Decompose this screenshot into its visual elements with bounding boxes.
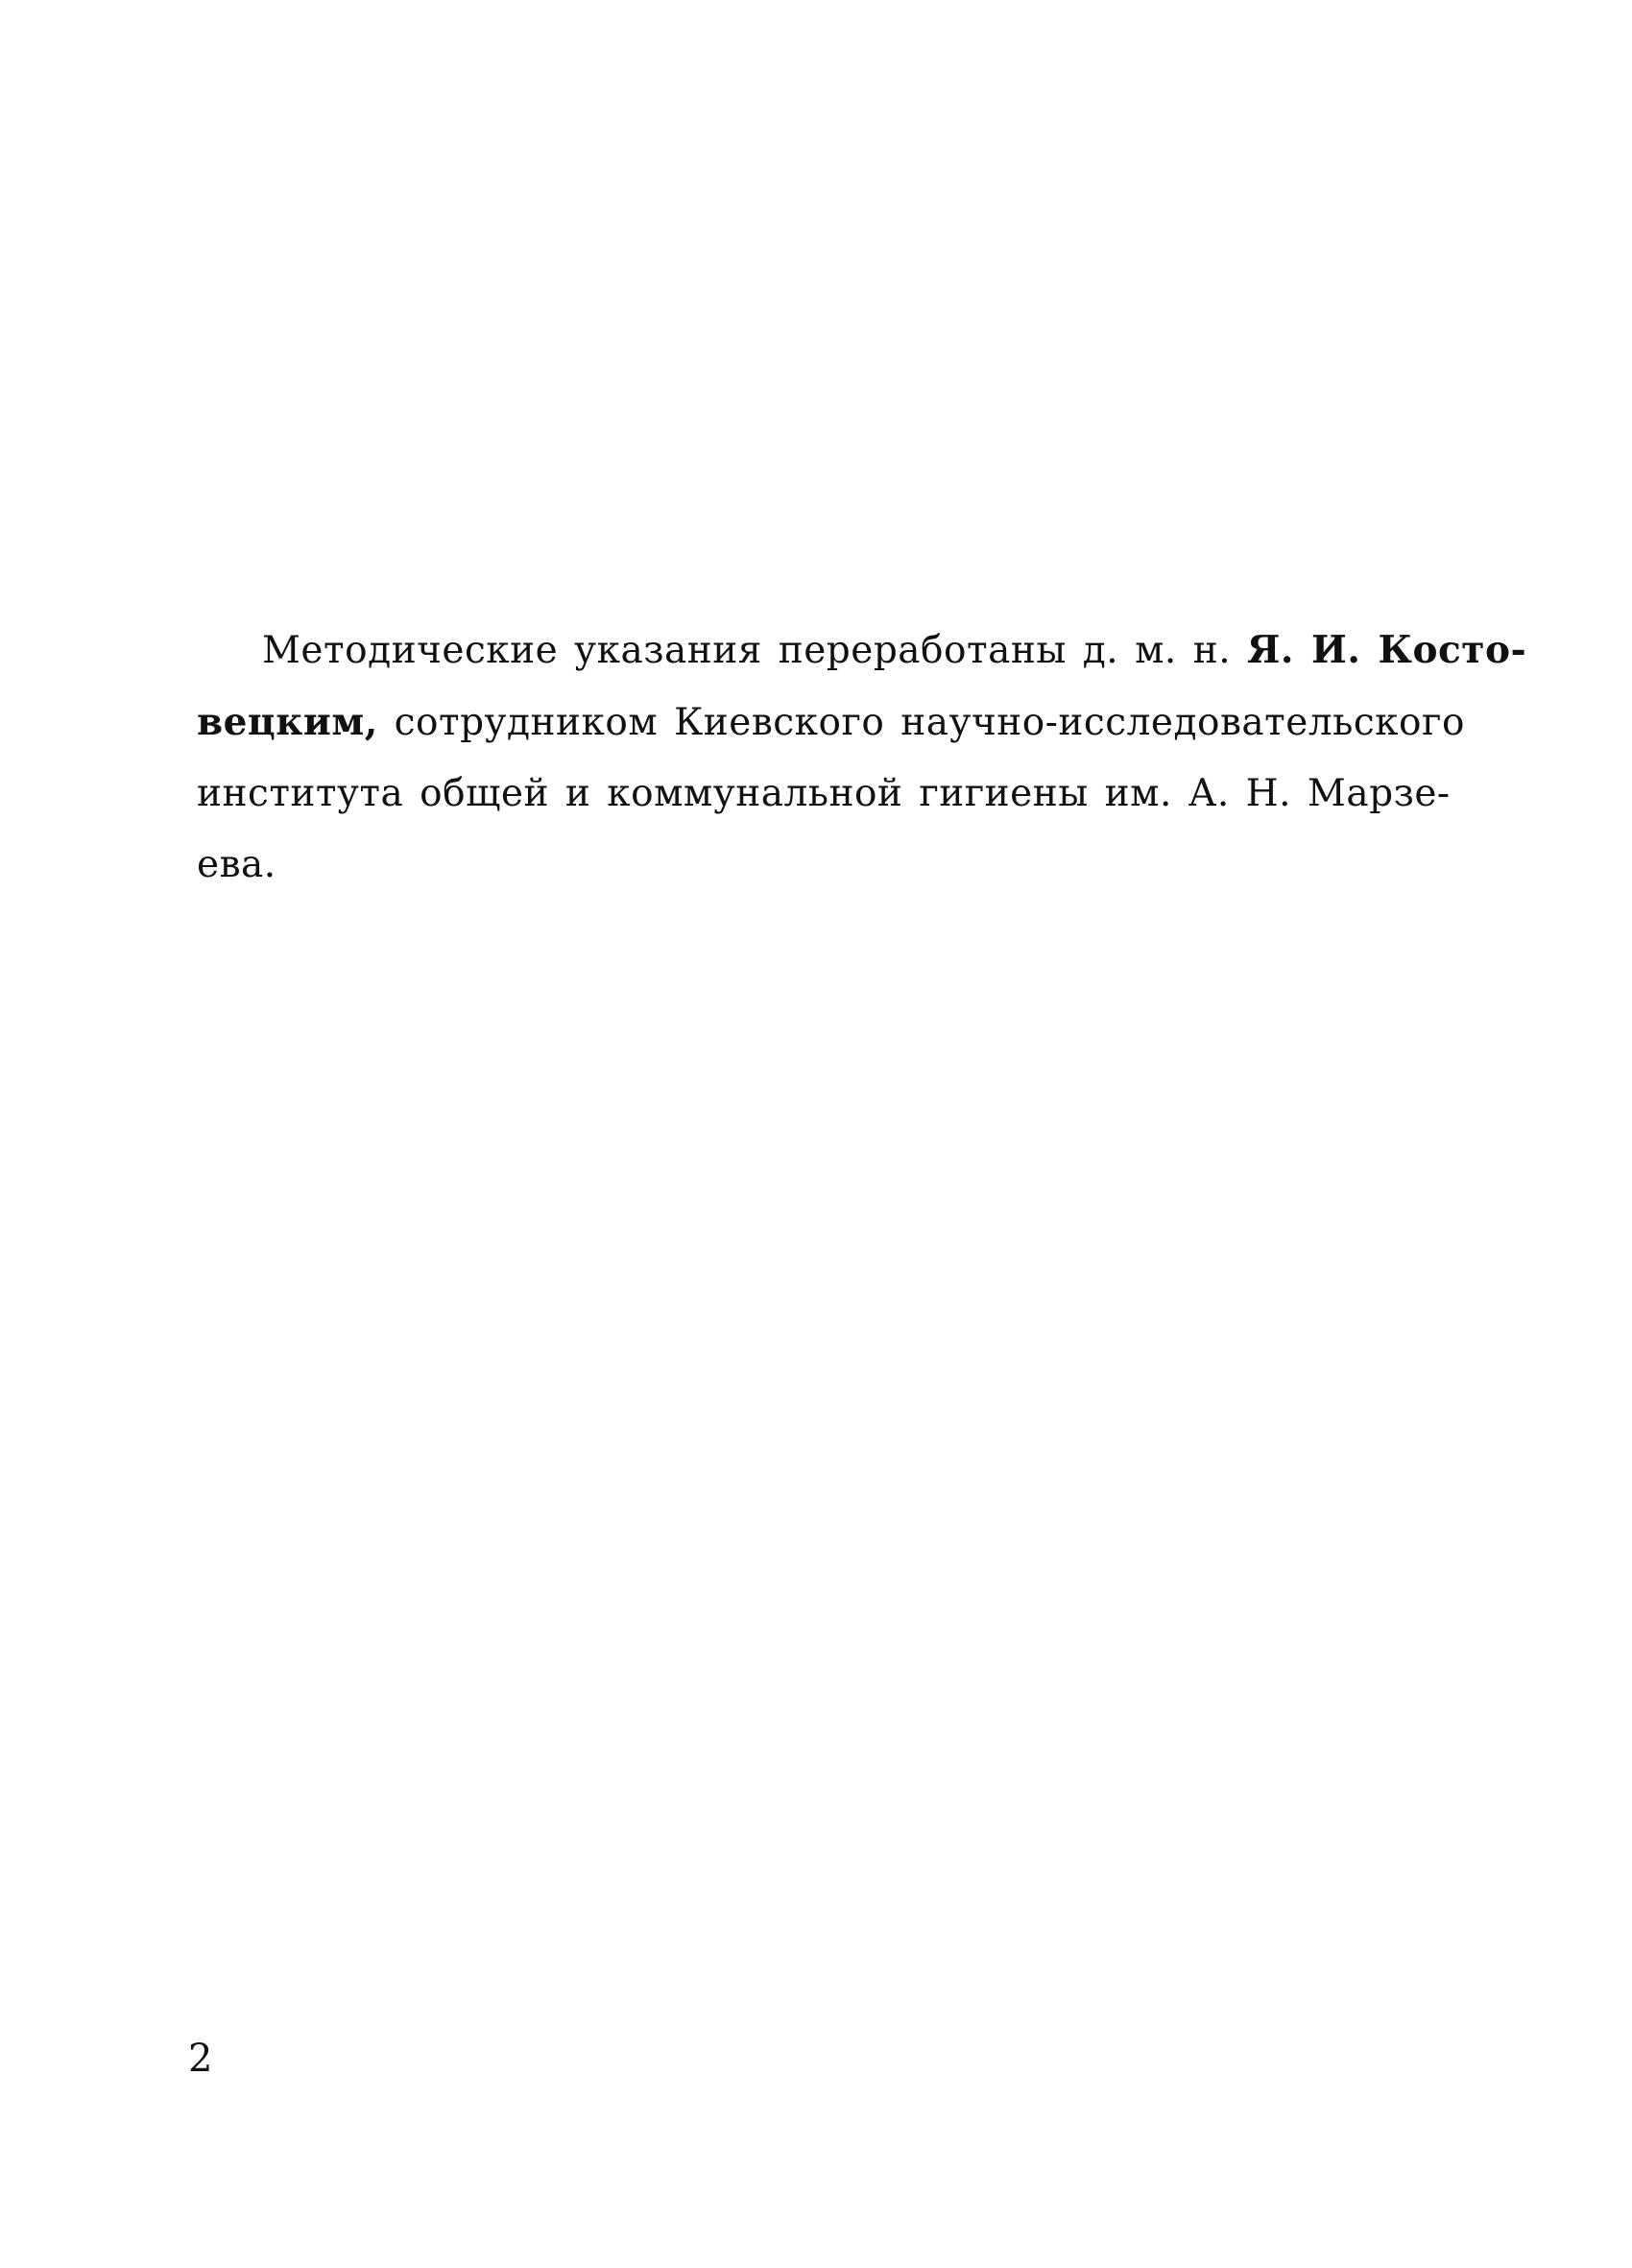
credits-line-1-text: Методические указания переработаны д. м. н. xyxy=(262,629,1247,672)
credits-line-2 xyxy=(197,687,1465,759)
author-name-part-1: Я. И. Косто- xyxy=(1247,628,1527,672)
credits-line-1 xyxy=(197,615,1527,687)
author-name-part-2: вецким, xyxy=(197,700,378,744)
credits-line-2-text: сотрудником Киевского научно-исследовательского xyxy=(377,701,1465,744)
credits-line-4: ева. xyxy=(197,843,276,886)
page-number: 2 xyxy=(188,2037,213,2081)
credits-paragraph xyxy=(197,615,1527,901)
credits-line-3: института общей и коммунальной гигиены им. А. Н. Марзе- xyxy=(197,772,1451,815)
